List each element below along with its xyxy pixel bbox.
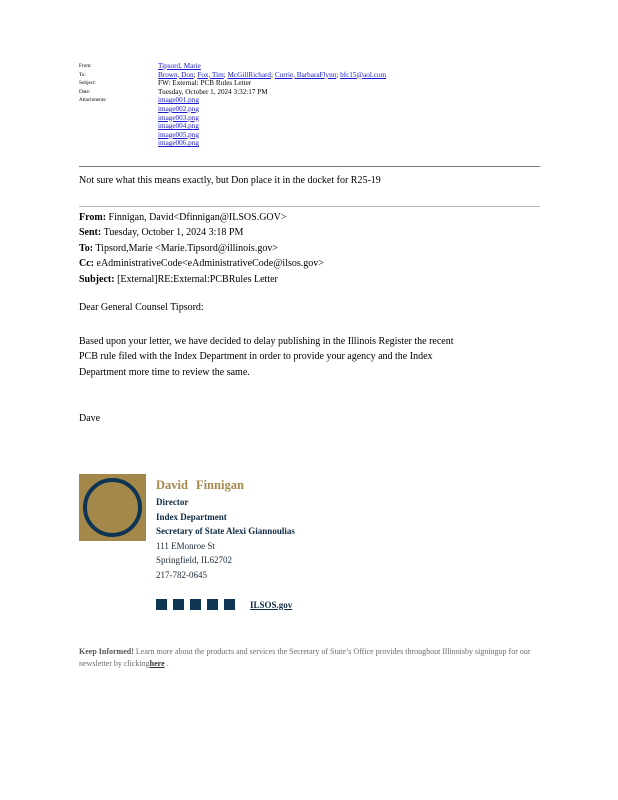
body-line: Department more time to review the same. [79,366,250,378]
message-body [79,334,534,380]
fwd-cc-label: Cc: [79,258,94,270]
fwd-to-value: Tipsord,Marie <Marie.Tipsord@illinois.gov> [95,242,278,254]
subject-label: Subject: [79,80,97,87]
signature-first-name: David [156,478,188,492]
greeting: Dear General Counsel Tipsord: [79,302,204,313]
fwd-sent-label: Sent: [79,227,102,239]
social-square-icon[interactable] [173,599,184,610]
forwarded-header [79,210,324,287]
social-square-icon[interactable] [190,599,201,610]
header-divider [79,166,540,167]
fwd-from-row [79,210,324,225]
attachment-link[interactable]: image005.png [158,130,199,139]
attachment-link[interactable]: image001.png [158,96,199,105]
date-label: Date: [79,88,91,95]
signature-department: Index Department [156,511,227,522]
social-icons-row [156,599,292,610]
header-to-row: To: Brown, Don; Fox, Tim; McGillRichard; Currie, BarbaraFlynn; bfc15@aol.com [79,70,387,79]
to-recipient-link[interactable]: Currie, BarbaraFlynn [274,70,337,79]
body-line: Based upon your letter, we have decided to delay publishing in the Illinois Register the recent [79,336,454,347]
fwd-sent-row [79,225,324,240]
subject-value: FW: External: PCB Rules Letter [158,79,252,88]
to-recipient-link[interactable]: Brown, Don [158,70,194,79]
attachment-link[interactable]: image006.png [158,139,199,148]
signature-block [156,477,295,582]
social-square-icon[interactable] [156,599,167,610]
date-value: Tuesday, October 1, 2024 3:32:17 PM [158,87,268,96]
to-recipient-link[interactable]: bfc15@aol.com [340,70,387,79]
body-line: PCB rule filed with the Index Department in order to provide your agency and the Index [79,351,433,363]
to-recipient-link[interactable]: Fox, Tim [197,70,224,79]
attachment-link[interactable]: image003.png [158,113,199,122]
fwd-from-label: From: [79,212,107,223]
from-label: From: [79,63,92,69]
social-square-icon[interactable] [224,599,235,610]
fwd-subject-label: Subject: [79,273,115,285]
signature-title: Director [156,497,189,507]
fwd-from-value: Finnigan, David<Dfinnigan@ILSOS.GOV> [108,212,287,223]
sos-seal-logo [79,474,146,541]
fwd-cc-row [79,256,324,271]
newsletter-here-link[interactable]: here [149,659,165,668]
signature-office: Secretary of State Alexi Giannoulias [156,526,295,536]
footer-end: . [164,659,169,668]
to-recipient-link[interactable]: McGillRichard [227,70,272,79]
footer-text: Learn more about the products and services the Secretary of State’s Office provides throughout Illinoisby signingup for our newsletter by clicking [79,647,531,668]
attachment-link[interactable]: image004.png [158,122,199,131]
attachments-label: Attachments: [79,97,107,104]
fwd-subject-value: [External]RE:External:PCBRules Letter [117,273,278,285]
fwd-cc-value: eAdministrativeCode<eAdministrativeCode@ilsos.gov> [96,258,324,270]
ilsos-website-link[interactable]: ILSOS.gov [250,599,293,610]
fwd-subject-row [79,272,324,287]
header-attachments-row [79,96,549,148]
fwd-to-row [79,241,324,256]
from-link[interactable]: Tipsord, Marie [158,62,201,70]
signature-last-name: Finnigan [195,478,244,492]
fwd-to-label: To: [79,242,94,254]
email-header [79,62,549,148]
signature-name [156,477,295,493]
attachment-link[interactable]: image002.png [158,104,199,113]
footer-lead: Keep Informed! [79,647,134,656]
social-square-icon[interactable] [207,599,218,610]
forward-note: Not sure what this means exactly, but Don place it in the docket for R25-19 [79,175,381,186]
signature-phone: 217-782-0645 [156,569,207,580]
fwd-sent-value: Tuesday, October 1, 2024 3:18 PM [103,227,244,239]
header-subject-row [79,79,549,88]
quote-divider [79,206,540,207]
seal-ring [83,478,142,537]
signature-address2: Springfield, IL62702 [156,555,232,565]
header-from-row [79,62,549,71]
to-label: To: [79,71,86,78]
newsletter-footer [79,646,539,670]
signoff: Dave [79,413,101,424]
header-date-row [79,88,549,97]
signature-address1: 111 EMonroe St [156,540,215,551]
